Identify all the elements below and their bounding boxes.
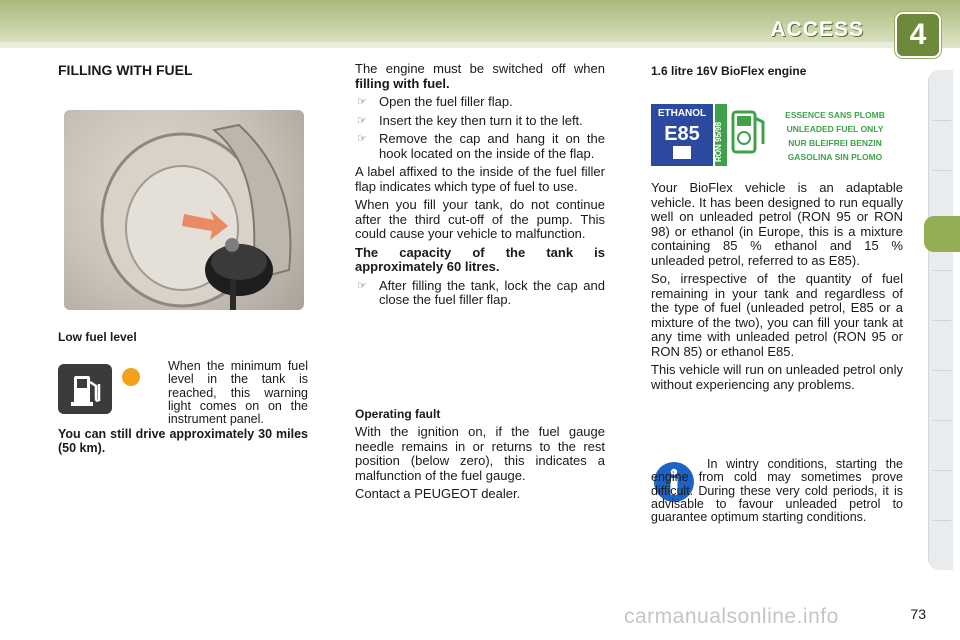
intro-paragraph (355, 62, 605, 91)
step-item (355, 95, 605, 110)
step-item (355, 279, 605, 308)
rail-divider (933, 370, 951, 371)
e85-label: E85 (664, 123, 700, 145)
rail-divider (933, 320, 951, 321)
rail-divider (933, 520, 951, 521)
step-text: Insert the key then turn it to the left. (379, 112, 583, 128)
operating-fault-heading: Operating fault (355, 407, 441, 421)
cutoff-paragraph: When you fill your tank, do not continue after the third cut-off of the pump. This could cause your vehicle to malfunction. (355, 197, 605, 241)
header-underline (0, 42, 900, 48)
step-text: Remove the cap and hang it on the hook located on the inside of the flap. (379, 131, 605, 161)
bioflex-paragraph: Your BioFlex vehicle is an adaptable vehicle. It has been designed to run equally well on unleaded petrol (RON 95 or RON 98) or ethanol (in Europe, this is a mixture containing 85 % ethanol and 15 % unleaded petrol, referred to as E85). (651, 180, 903, 268)
rail-divider (933, 420, 951, 421)
rail-divider (933, 120, 951, 121)
label-paragraph: A label affixed to the inside of the fuel filler flap indicates which type of fuel to use. (355, 164, 605, 194)
step-text: Open the fuel filler flap. (379, 94, 513, 109)
pointing-hand-icon: ☞ (357, 96, 367, 108)
page-title: FILLING WITH FUEL (58, 62, 193, 78)
pointing-hand-icon: ☞ (357, 279, 367, 292)
chapter-number-badge: 4 (895, 12, 941, 58)
bioflex-paragraph: This vehicle will run on unleaded petrol only without experiencing any problems. (651, 362, 903, 392)
middle-instructions (355, 62, 605, 312)
rail-divider (933, 270, 951, 271)
step-item (355, 114, 605, 129)
fuel-pump-warning-icon (58, 364, 112, 414)
rail-divider (933, 170, 951, 171)
operating-fault-block (355, 425, 605, 506)
fuel-type-label (651, 104, 901, 166)
rail-divider (933, 470, 951, 471)
pointing-hand-icon: ☞ (357, 114, 367, 127)
low-fuel-heading: Low fuel level (58, 330, 137, 344)
fault-text: With the ignition on, if the fuel gauge needle remains in or returns to the rest position (below zero), this indicates a malfunction of the fuel gauge. (355, 424, 605, 483)
label-line: ESSENCE SANS PLOMB (785, 110, 885, 120)
chapter-tab-rail (928, 70, 953, 570)
fuel-filler-photo (64, 110, 304, 310)
range-text: You can still drive approximately 30 miles (50 km). (58, 427, 308, 455)
low-fuel-text: When the minimum fuel level in the tank is reached, this warning light comes on on the instrument panel. (168, 359, 308, 427)
info-text: In wintry conditions, starting the engine from cold may sometimes prove difficult. During these very cold periods, it is advisable to favour unleaded petrol to guarantee optimum starting conditions. (651, 457, 903, 525)
ron-label: RON 95/98 (714, 121, 723, 162)
intro-bold-text: filling with fuel. (355, 75, 450, 91)
engine-heading: 1.6 litre 16V BioFlex engine (651, 64, 807, 78)
section-title: ACCESS (770, 18, 864, 41)
contact-text: Contact a PEUGEOT dealer. (355, 486, 521, 501)
warning-light-icon (122, 368, 140, 386)
capacity-text: The capacity of the tank is approximately 60 litres. (355, 244, 605, 274)
page-number: 73 (910, 606, 926, 622)
fuel-type-label-graphic (651, 104, 901, 166)
step-text: After filling the tank, lock the cap and close the fuel filler flap. (379, 277, 605, 307)
step-item (355, 132, 605, 161)
bioflex-paragraph: So, irrespective of the quantity of fuel remaining in your tank and regardless of the type of fuel (unleaded petrol, E85 or a mixture of the two), you can fill your tank at any time with unleaded petrol (RON 95 or RON 85) or ethanol E85. (651, 271, 903, 359)
pointing-hand-icon: ☞ (357, 133, 367, 145)
label-line: NUR BLEIFREI BENZIN (788, 138, 882, 148)
info-note (651, 458, 903, 528)
bioflex-description (651, 181, 903, 396)
ethanol-label: ETHANOL (657, 108, 707, 119)
label-line: GASOLINA SIN PLOMO (787, 152, 883, 162)
watermark: carmanualsonline.info (624, 605, 839, 628)
chapter-tab-active[interactable] (924, 216, 960, 252)
label-line: UNLEADED FUEL ONLY (786, 124, 884, 134)
intro-text: The engine must be switched off when (355, 61, 605, 76)
